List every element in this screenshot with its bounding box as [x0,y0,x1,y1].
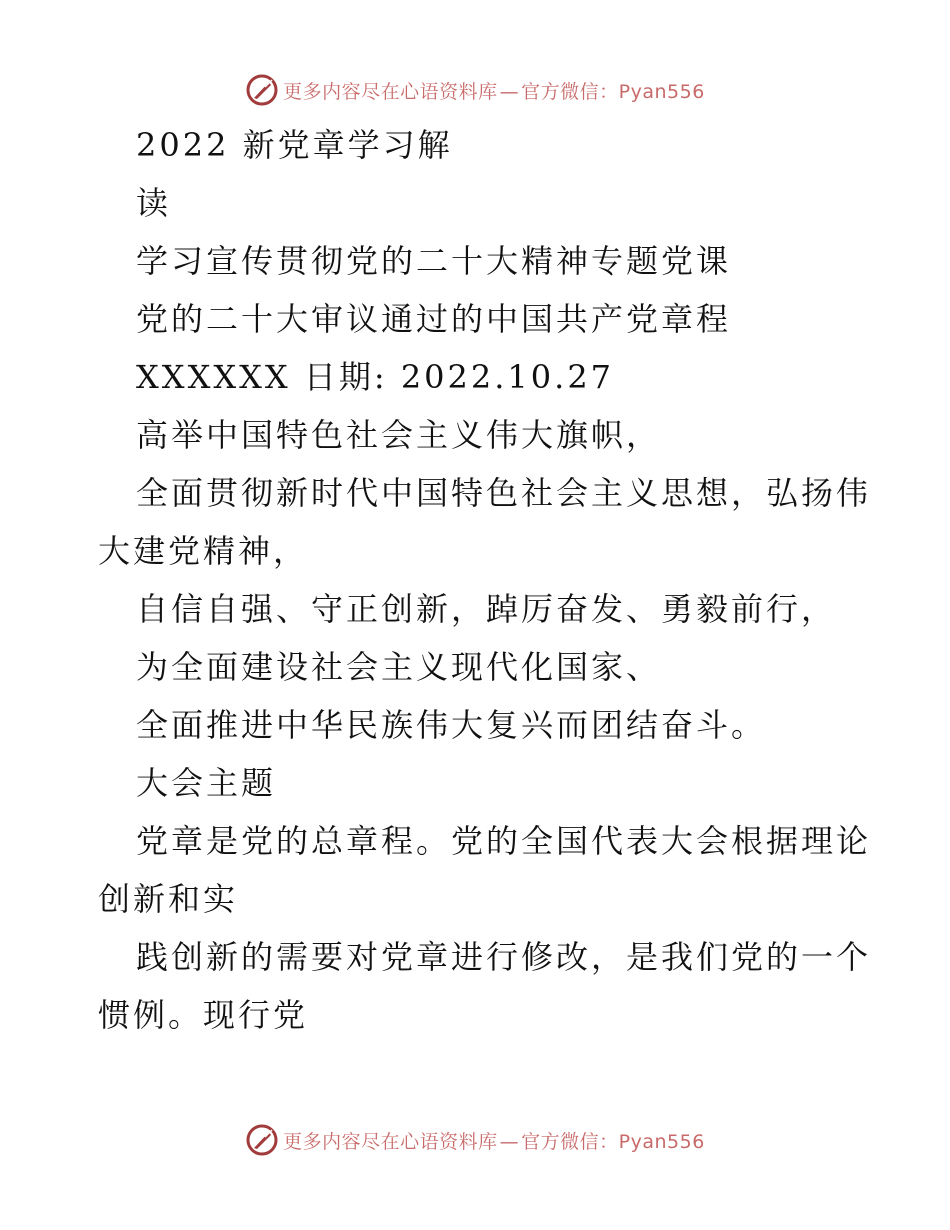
footer-banner [0,1120,950,1160]
banner-title: 更多内容尽在心语资料库 [283,1130,498,1153]
doc-line: 2022 新党章学习解 [136,126,453,164]
doc-line: 自信自强、守正创新，踔厉奋发、勇毅前行， [136,590,837,628]
footer-banner-text [283,1127,705,1154]
banner-wechat: 官方微信：Pyan556 [521,80,705,103]
doc-line: 全面贯彻新时代中国特色社会主义思想，弘扬伟 [136,474,872,512]
doc-line: 全面推进中华民族伟大复兴而团结奋斗。 [136,706,767,744]
doc-line: 大建党精神， [98,532,309,570]
doc-line: 为全面建设社会主义现代化国家、 [136,648,662,686]
doc-line: 党的二十大审议通过的中国共产党章程 [136,300,732,338]
doc-line: 践创新的需要对党章进行修改，是我们党的一个 [136,938,872,976]
banner-title: 更多内容尽在心语资料库 [283,80,498,103]
banner-separator: — [499,80,520,103]
doc-line: 惯例。现行党 [98,996,309,1034]
header-banner [0,70,950,110]
banner-wechat: 官方微信：Pyan556 [521,1130,705,1153]
banner-separator: — [499,1130,520,1153]
doc-line: 读 [136,184,172,222]
doc-line: 大会主题 [136,764,277,802]
quill-logo-icon [245,73,279,107]
doc-line: 学习宣传贯彻党的二十大精神专题党课 [136,242,732,280]
quill-logo-icon [245,1123,279,1157]
doc-line: 高举中国特色社会主义伟大旗帜， [136,416,662,454]
doc-line: 党章是党的总章程。党的全国代表大会根据理论 [136,822,872,860]
doc-line: 创新和实 [98,880,239,918]
header-banner-text [283,77,705,104]
doc-line: XXXXXX 日期: 2022.10.27 [136,358,615,396]
